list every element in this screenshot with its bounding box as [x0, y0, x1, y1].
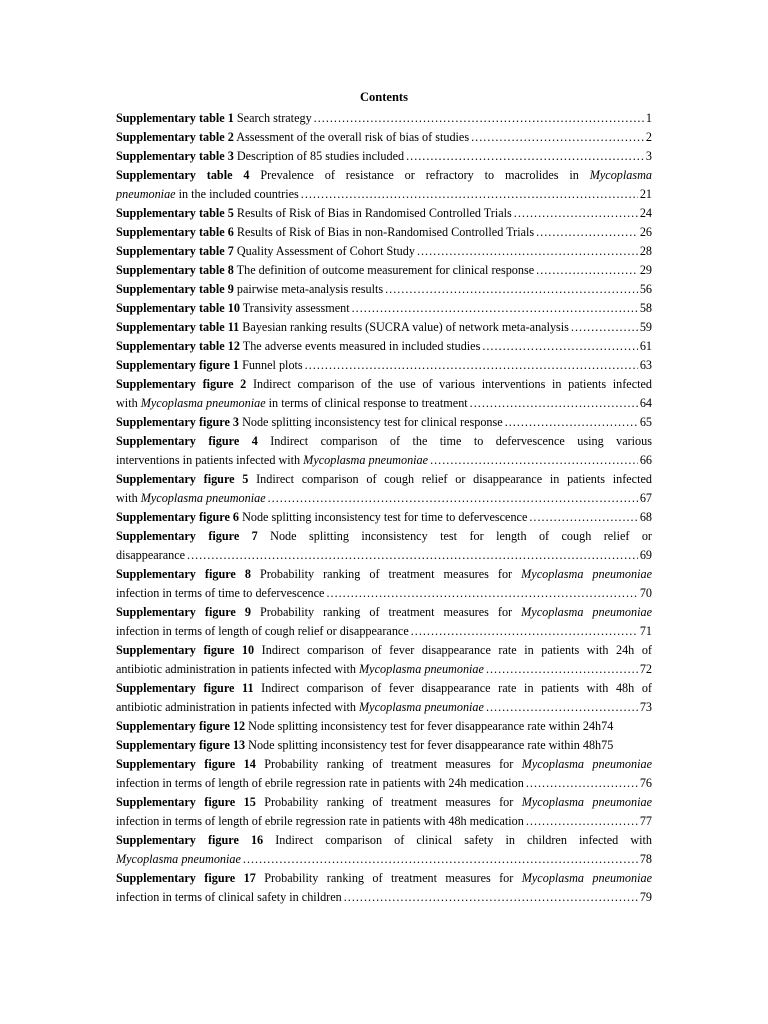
entry-text: infection in terms of length of ebrile regression rate in patients with 24h medication	[116, 776, 524, 790]
toc-entry[interactable]	[116, 299, 652, 318]
entry-line	[116, 261, 652, 280]
entry-text: The definition of outcome measurement for clinical response	[233, 263, 535, 277]
italic-text: Mycoplasma	[589, 168, 652, 182]
entry-label: Supplementary figure 13	[116, 738, 246, 752]
leader-dots	[526, 774, 638, 793]
italic-text: Mycoplasma pneumoniae	[521, 567, 652, 581]
leader-dots	[301, 185, 638, 204]
toc-entry[interactable]	[116, 717, 652, 736]
italic-text: Mycoplasma pneumoniae	[521, 871, 652, 885]
toc-entry[interactable]	[116, 261, 652, 280]
entry-text: Results of Risk of Bias in non-Randomised Controlled Trials	[233, 225, 535, 239]
page-number: 2	[645, 130, 652, 144]
italic-text: Mycoplasma pneumoniae	[521, 795, 652, 809]
page-number: 21	[639, 187, 652, 201]
page-number: 71	[639, 624, 652, 638]
page-number: 24	[639, 206, 652, 220]
toc-entry[interactable]	[116, 109, 652, 128]
entry-text: Node splitting inconsistency test for fever disappearance rate within 24h74	[245, 719, 614, 733]
leader-dots	[430, 451, 638, 470]
italic-text: Mycoplasma pneumoniae	[521, 757, 652, 771]
entry-text: with	[116, 491, 141, 505]
entry-text: Probability ranking of treatment measures for	[250, 567, 522, 581]
entry-line	[116, 356, 652, 375]
entry-first-line	[116, 679, 652, 698]
entry-line	[116, 698, 652, 717]
leader-dots	[314, 109, 644, 128]
leader-dots	[526, 812, 638, 831]
leader-dots	[268, 489, 638, 508]
entry-text: Probability ranking of treatment measures for	[255, 795, 522, 809]
entry-label: Supplementary figure 1	[116, 358, 240, 372]
entry-text: Bayesian ranking results (SUCRA value) of network meta-analysis	[239, 320, 569, 334]
entry-label: Supplementary figure 9	[116, 605, 251, 619]
entry-line	[116, 223, 652, 242]
italic-text: pneumoniae	[116, 187, 176, 201]
toc-entry[interactable]	[116, 508, 652, 527]
italic-text: Mycoplasma pneumoniae	[359, 700, 484, 714]
page-number: 26	[639, 225, 652, 239]
entry-text: Description of 85 studies included	[233, 149, 405, 163]
entry-first-line	[116, 755, 652, 774]
entry-label: Supplementary figure 4	[116, 434, 258, 448]
leader-dots	[536, 261, 638, 280]
entry-label: Supplementary figure 10	[116, 643, 255, 657]
entry-text: antibiotic administration in patients infected with	[116, 662, 360, 676]
entry-line	[116, 299, 652, 318]
toc-entry[interactable]	[116, 204, 652, 223]
page-number: 68	[639, 510, 652, 524]
toc-entry[interactable]	[116, 527, 652, 565]
toc-entry[interactable]	[116, 223, 652, 242]
entry-label: Supplementary table 5	[116, 206, 234, 220]
entry-label: Supplementary table 9	[116, 282, 234, 296]
page-number: 78	[639, 852, 652, 866]
entry-first-line	[116, 527, 652, 546]
entry-label: Supplementary figure 6	[116, 510, 240, 524]
entry-line	[116, 736, 652, 755]
leader-dots	[482, 337, 637, 356]
entry-line	[116, 717, 652, 736]
entry-label: Supplementary table 4	[116, 168, 250, 182]
entry-text: with	[116, 396, 141, 410]
entry-text: Indirect comparison of fever disappearance rate in patients with 48h of	[253, 681, 652, 695]
entry-line	[116, 242, 652, 261]
italic-text: Mycoplasma pneumoniae	[140, 491, 266, 505]
leader-dots	[471, 128, 644, 147]
toc-entry[interactable]	[116, 793, 652, 831]
entry-text: Probability ranking of treatment measures for	[255, 757, 522, 771]
toc-entry[interactable]	[116, 679, 652, 717]
entry-line	[116, 337, 652, 356]
entry-text: The adverse events measured in included studies	[239, 339, 481, 353]
entry-first-line	[116, 470, 652, 489]
toc-entry[interactable]	[116, 147, 652, 166]
toc-entry[interactable]	[116, 356, 652, 375]
entry-line	[116, 888, 652, 907]
entry-line	[116, 584, 652, 603]
contents-title: Contents	[360, 90, 408, 104]
leader-dots	[187, 546, 638, 565]
entry-first-line	[116, 603, 652, 622]
entry-line	[116, 413, 652, 432]
entry-label: Supplementary figure 12	[116, 719, 246, 733]
entry-label: Supplementary figure 11	[116, 681, 254, 695]
leader-dots	[417, 242, 638, 261]
entry-text: infection in terms of length of ebrile regression rate in patients with 48h medication	[116, 814, 524, 828]
page-number: 3	[645, 149, 652, 163]
entry-text: pairwise meta-analysis results	[233, 282, 384, 296]
toc-entry[interactable]	[116, 755, 652, 793]
entry-text: Quality Assessment of Cohort Study	[233, 244, 415, 258]
entry-text: Probability ranking of treatment measures for	[255, 871, 522, 885]
toc-entry[interactable]	[116, 413, 652, 432]
page-number: 28	[639, 244, 652, 258]
page-number: 76	[639, 776, 652, 790]
entry-line	[116, 546, 652, 565]
entry-first-line	[116, 432, 652, 451]
entry-text: Indirect comparison of fever disappearance rate in patients with 24h of	[254, 643, 652, 657]
toc-entry[interactable]	[116, 318, 652, 337]
italic-text: Mycoplasma pneumoniae	[521, 605, 652, 619]
leader-dots	[505, 413, 638, 432]
page-number: 67	[639, 491, 652, 505]
entry-line	[116, 185, 652, 204]
entry-line	[116, 508, 652, 527]
entry-text: Search strategy	[233, 111, 312, 125]
entry-label: Supplementary table 11	[116, 320, 240, 334]
entry-line	[116, 394, 652, 413]
page-number: 70	[639, 586, 652, 600]
table-of-contents	[116, 109, 652, 907]
entry-line	[116, 204, 652, 223]
page-number: 29	[639, 263, 652, 277]
entry-label: Supplementary figure 15	[116, 795, 256, 809]
page-number: 56	[639, 282, 652, 296]
toc-entry[interactable]	[116, 242, 652, 261]
entry-label: Supplementary table 10	[116, 301, 240, 315]
leader-dots	[470, 394, 638, 413]
page-number: 69	[639, 548, 652, 562]
toc-entry[interactable]	[116, 280, 652, 299]
leader-dots	[326, 584, 637, 603]
entry-label: Supplementary figure 7	[116, 529, 258, 543]
entry-text: interventions in patients infected with	[116, 453, 304, 467]
entry-first-line	[116, 793, 652, 812]
page-number: 65	[639, 415, 652, 429]
entry-text: Transivity assessment	[239, 301, 350, 315]
leader-dots	[243, 850, 638, 869]
entry-text: Prevalence of resistance or refractory to macrolides in	[249, 168, 590, 182]
entry-text: Node splitting inconsistency test for length of cough relief or	[257, 529, 652, 543]
entry-line	[116, 147, 652, 166]
page-number: 66	[639, 453, 652, 467]
entry-label: Supplementary table 12	[116, 339, 240, 353]
entry-label: Supplementary figure 17	[116, 871, 256, 885]
leader-dots	[529, 508, 637, 527]
leader-dots	[344, 888, 638, 907]
toc-entry[interactable]	[116, 470, 652, 508]
entry-text: infection in terms of clinical safety in children	[116, 890, 342, 904]
entry-line	[116, 318, 652, 337]
toc-entry[interactable]	[116, 831, 652, 869]
entry-text: Node splitting inconsistency test for clinical response	[239, 415, 503, 429]
entry-text: Indirect comparison of the time to defervescence using various	[257, 434, 652, 448]
page-number: 1	[645, 111, 652, 125]
entry-line	[116, 489, 652, 508]
italic-text: Mycoplasma pneumoniae	[359, 662, 484, 676]
toc-entry[interactable]	[116, 337, 652, 356]
entry-text: infection in terms of length of cough relief or disappearance	[116, 624, 409, 638]
entry-line	[116, 774, 652, 793]
entry-line	[116, 812, 652, 831]
leader-dots	[571, 318, 638, 337]
page-number: 59	[639, 320, 652, 334]
entry-first-line	[116, 565, 652, 584]
entry-line	[116, 850, 652, 869]
entry-text: Assessment of the overall risk of bias of studies	[233, 130, 470, 144]
entry-text: Funnel plots	[239, 358, 303, 372]
entry-first-line	[116, 831, 652, 850]
entry-first-line	[116, 375, 652, 394]
entry-label: Supplementary table 6	[116, 225, 234, 239]
entry-text: Results of Risk of Bias in Randomised Controlled Trials	[233, 206, 512, 220]
toc-entry[interactable]	[116, 128, 652, 147]
toc-entry[interactable]	[116, 869, 652, 907]
entry-text: Indirect comparison of clinical safety in children infected with	[263, 833, 652, 847]
entry-text: Probability ranking of treatment measures for	[250, 605, 522, 619]
leader-dots	[514, 204, 638, 223]
entry-text: infection in terms of time to defervescence	[116, 586, 325, 600]
entry-line	[116, 660, 652, 679]
page-number: 64	[639, 396, 652, 410]
entry-label: Supplementary table 7	[116, 244, 234, 258]
leader-dots	[385, 280, 638, 299]
page-number: 61	[639, 339, 652, 353]
entry-label: Supplementary table 1	[116, 111, 234, 125]
toc-entry[interactable]	[116, 603, 652, 641]
leader-dots	[406, 147, 644, 166]
toc-entry[interactable]	[116, 432, 652, 470]
leader-dots	[486, 698, 638, 717]
entry-label: Supplementary table 2	[116, 130, 234, 144]
page-number: 73	[639, 700, 652, 714]
entry-first-line	[116, 869, 652, 888]
entry-label: Supplementary table 3	[116, 149, 234, 163]
page-number: 58	[639, 301, 652, 315]
entry-text: Node splitting inconsistency test for time to defervescence	[239, 510, 528, 524]
entry-text: antibiotic administration in patients infected with	[116, 700, 360, 714]
entry-label: Supplementary figure 14	[116, 757, 256, 771]
entry-label: Supplementary figure 3	[116, 415, 240, 429]
toc-entry[interactable]	[116, 641, 652, 679]
entry-line	[116, 451, 652, 470]
entry-first-line	[116, 641, 652, 660]
entry-text: in terms of clinical response to treatment	[265, 396, 468, 410]
italic-text: Mycoplasma pneumoniae	[116, 852, 241, 866]
italic-text: Mycoplasma pneumoniae	[303, 453, 429, 467]
entry-label: Supplementary figure 2	[116, 377, 247, 391]
italic-text: Mycoplasma pneumoniae	[140, 396, 266, 410]
entry-text: disappearance	[116, 548, 186, 562]
entry-first-line	[116, 166, 652, 185]
page-number: 77	[639, 814, 652, 828]
leader-dots	[305, 356, 638, 375]
entry-text: Indirect comparison of the use of various interventions in patients infected	[246, 377, 652, 391]
entry-label: Supplementary figure 16	[116, 833, 264, 847]
toc-entry[interactable]	[116, 166, 652, 204]
entry-label: Supplementary figure 8	[116, 567, 251, 581]
toc-entry[interactable]	[116, 736, 652, 755]
entry-text: Indirect comparison of cough relief or disappearance in patients infected	[248, 472, 652, 486]
toc-entry[interactable]	[116, 375, 652, 413]
leader-dots	[352, 299, 638, 318]
leader-dots	[536, 223, 638, 242]
entry-label: Supplementary figure 5	[116, 472, 249, 486]
toc-entry[interactable]	[116, 565, 652, 603]
leader-dots	[486, 660, 638, 679]
leader-dots	[411, 622, 638, 641]
page-number: 63	[639, 358, 652, 372]
entry-text: Node splitting inconsistency test for fever disappearance rate within 48h75	[245, 738, 614, 752]
entry-line	[116, 109, 652, 128]
entry-line	[116, 622, 652, 641]
entry-line	[116, 280, 652, 299]
page-number: 72	[639, 662, 652, 676]
entry-label: Supplementary table 8	[116, 263, 234, 277]
page-number: 79	[639, 890, 652, 904]
entry-text: in the included countries	[175, 187, 299, 201]
entry-line	[116, 128, 652, 147]
